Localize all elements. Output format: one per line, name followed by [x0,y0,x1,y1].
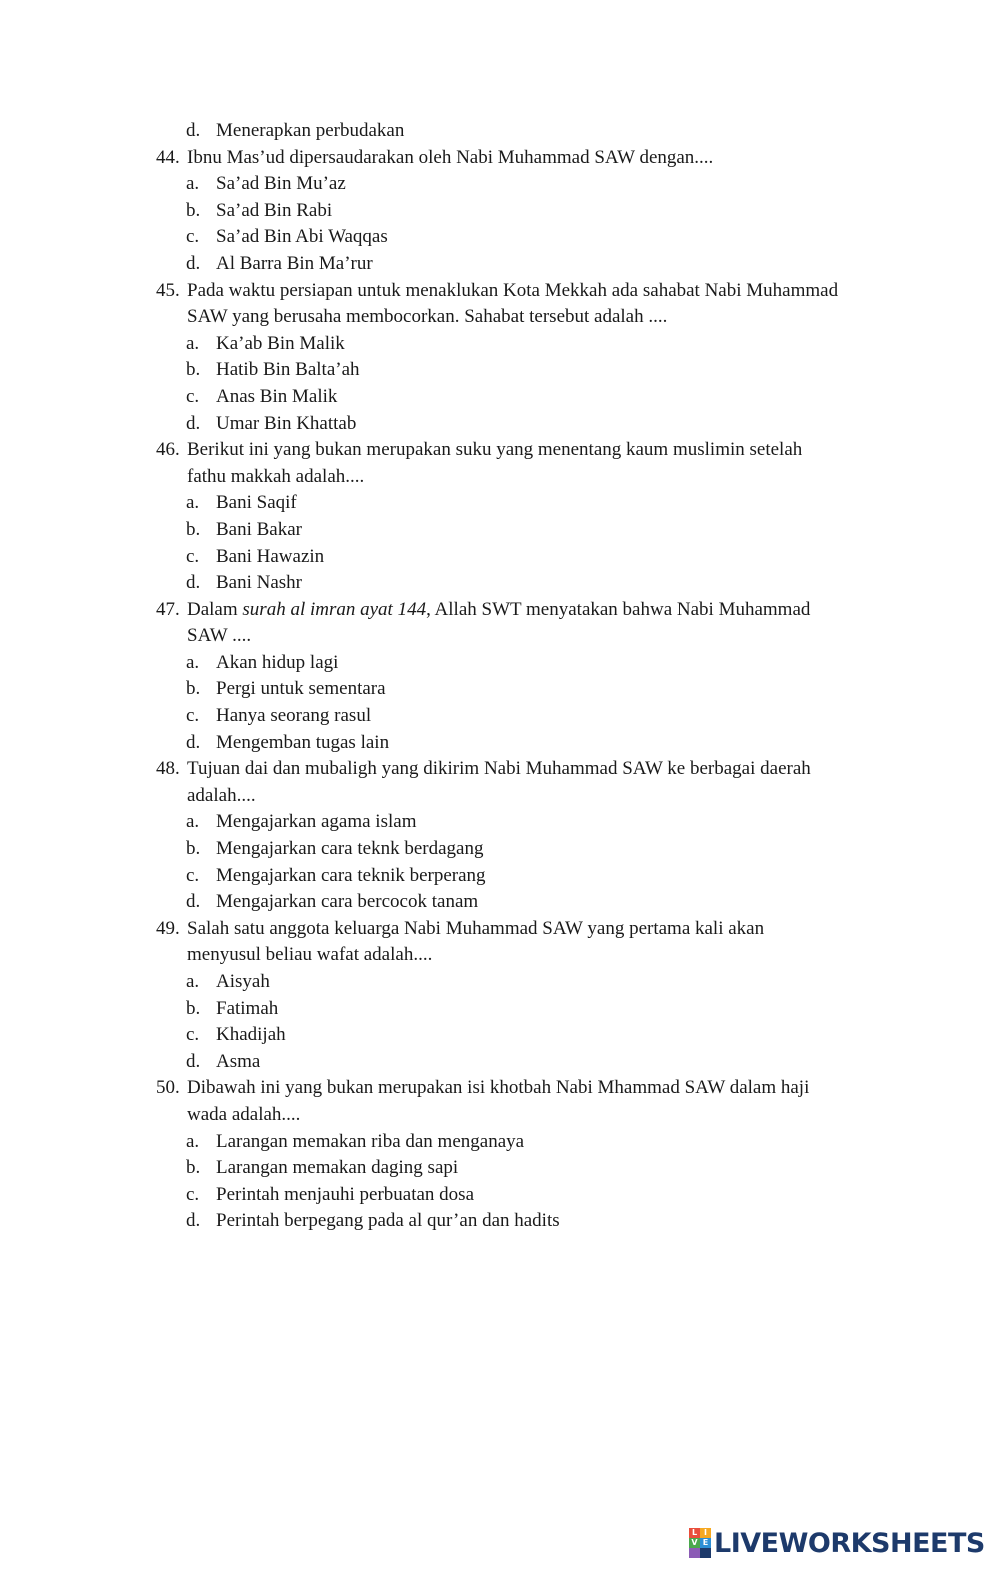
option-row [0,969,1000,996]
worksheet-page [0,118,1000,1235]
icon-tile: V [689,1538,700,1548]
option-text: Akan hidup lagi [216,651,339,673]
option-row [0,889,1000,916]
option-text: Mengajarkan cara teknik berperang [216,864,486,886]
question-number: 50. [156,1077,180,1099]
option-row [0,198,1000,225]
option-row [0,331,1000,358]
question-number: 46. [156,439,180,461]
option-row [0,570,1000,597]
option-text: Aisyah [216,971,270,992]
option-letter: b. [186,678,201,700]
option-row [0,863,1000,890]
option-text: Larangan memakan daging sapi [216,1157,459,1179]
option-text: Khadijah [216,1024,286,1046]
option-text: Fatimah [216,997,279,1019]
liveworksheets-wordmark: LIVEWORKSHEETS [714,1527,985,1559]
question-text: Salah satu anggota keluarga Nabi Muhammad SAW yang pertama kali akan [187,917,765,939]
question-text: Pada waktu persiapan untuk menaklukan Kota Mekkah ada sahabat Nabi Muhammad [187,279,839,301]
option-row [0,118,1000,145]
icon-tile: L [689,1528,700,1538]
option-row [0,703,1000,730]
option-text: Sa’ad Bin Rabi [216,199,333,221]
question-text: fathu makkah adalah.... [187,465,365,487]
option-text: Larangan memakan riba dan menganaya [216,1130,525,1152]
option-row [0,517,1000,544]
option-letter: d. [186,1050,201,1072]
option-text: Mengemban tugas lain [216,731,390,753]
option-letter: b. [186,838,201,860]
option-text: Mengajarkan agama islam [216,811,417,833]
question-text-continued [0,464,1000,491]
option-letter: c. [186,1024,200,1046]
question-text: Tujuan dai dan mubaligh yang dikirim Nabi Muhammad SAW ke berbagai daerah [187,758,811,780]
option-letter: a. [186,332,200,354]
option-letter: c. [186,705,200,727]
option-letter: a. [186,971,200,992]
option-row [0,676,1000,703]
option-letter: d. [186,252,201,274]
question-text-pre: Dalam [187,598,243,620]
option-text: Bani Nashr [216,572,303,594]
option-row [0,251,1000,278]
option-text: Hanya seorang rasul [216,705,372,727]
option-row [0,996,1000,1023]
option-text: Pergi untuk sementara [216,678,386,700]
question-text: Ibnu Mas’ud dipersaudarakan oleh Nabi Muhammad SAW dengan.... [187,146,714,168]
liveworksheets-logo[interactable] [689,1527,985,1559]
option-text: Anas Bin Malik [216,385,338,407]
option-text: Sa’ad Bin Abi Waqqas [216,226,388,248]
option-row [0,224,1000,251]
question-text: Dibawah ini yang bukan merupakan isi khotbah Nabi Mhammad SAW dalam haji [187,1077,810,1099]
option-row [0,809,1000,836]
icon-tile [700,1548,711,1558]
question-number: 44. [156,146,180,168]
option-letter: d. [186,731,201,753]
option-text: Sa’ad Bin Mu’az [216,173,346,195]
option-text: Bani Bakar [216,518,303,540]
question-text-continued [0,1102,1000,1129]
question-text: Berikut ini yang bukan merupakan suku yang menentang kaum muslimin setelah [187,439,803,461]
option-letter: b. [186,997,201,1019]
option-text: Menerapkan perbudakan [216,120,405,141]
surah-reference: surah al imran ayat 144 [242,598,427,620]
question-text: adalah.... [187,784,256,806]
option-letter: c. [186,864,200,886]
option-letter: a. [186,492,200,514]
option-row [0,836,1000,863]
option-text: Umar Bin Khattab [216,412,357,434]
option-row [0,1022,1000,1049]
question-49 [0,916,1000,943]
option-letter: c. [186,545,200,567]
option-text: Perintah berpegang pada al qur’an dan hadits [216,1210,560,1232]
question-text-continued [0,304,1000,331]
question-44 [0,145,1000,172]
option-letter: a. [186,811,200,833]
option-row [0,357,1000,384]
question-text: SAW yang berusaha membocorkan. Sahabat tersebut adalah .... [187,306,668,328]
option-row [0,171,1000,198]
option-text: Perintah menjauhi perbuatan dosa [216,1183,475,1205]
question-45 [0,278,1000,305]
question-number: 48. [156,758,180,780]
question-number: 47. [156,598,180,620]
icon-tile: I [700,1528,711,1538]
option-row [0,1129,1000,1156]
question-text-continued [0,783,1000,810]
question-50 [0,1075,1000,1102]
option-row [0,650,1000,677]
question-text-continued [0,623,1000,650]
option-row [0,411,1000,438]
question-text: SAW .... [187,625,252,647]
option-letter: c. [186,226,200,248]
option-letter: d. [186,412,201,434]
option-letter: b. [186,518,201,540]
option-letter: d. [186,572,201,594]
icon-tile: E [700,1538,711,1548]
option-text: Mengajarkan cara teknk berdagang [216,838,484,860]
option-letter: a. [186,173,200,195]
option-row [0,544,1000,571]
option-text: Bani Saqif [216,492,297,514]
question-48 [0,756,1000,783]
question-text [187,597,810,624]
question-text: menyusul beliau wafat adalah.... [187,944,433,966]
option-letter: b. [186,359,201,381]
question-47 [0,597,1000,624]
option-row [0,490,1000,517]
option-text: Ka’ab Bin Malik [216,332,345,354]
question-text: wada adalah.... [187,1103,301,1125]
option-letter: a. [186,651,200,673]
question-text-continued [0,942,1000,969]
option-text: Asma [216,1050,261,1072]
question-text-post: , Allah SWT menyatakan bahwa Nabi Muhammad [426,598,811,620]
option-row [0,1208,1000,1235]
option-letter: c. [186,385,200,407]
option-row [0,1182,1000,1209]
icon-tile [689,1548,700,1558]
option-text: Hatib Bin Balta’ah [216,359,360,381]
option-letter: b. [186,199,201,221]
option-letter: b. [186,1157,201,1179]
option-row [0,384,1000,411]
option-text: Al Barra Bin Ma’rur [216,252,373,274]
option-row [0,1049,1000,1076]
option-text: Bani Hawazin [216,545,325,567]
option-letter: a. [186,1130,200,1152]
option-letter: d. [186,891,201,913]
liveworksheets-icon [689,1528,711,1558]
option-letter: c. [186,1183,200,1205]
question-number: 45. [156,279,180,301]
option-row [0,730,1000,757]
option-text: Mengajarkan cara bercocok tanam [216,891,479,913]
option-row [0,1155,1000,1182]
question-number: 49. [156,917,180,939]
question-46 [0,437,1000,464]
option-letter: d. [186,120,201,141]
option-letter: d. [186,1210,201,1232]
